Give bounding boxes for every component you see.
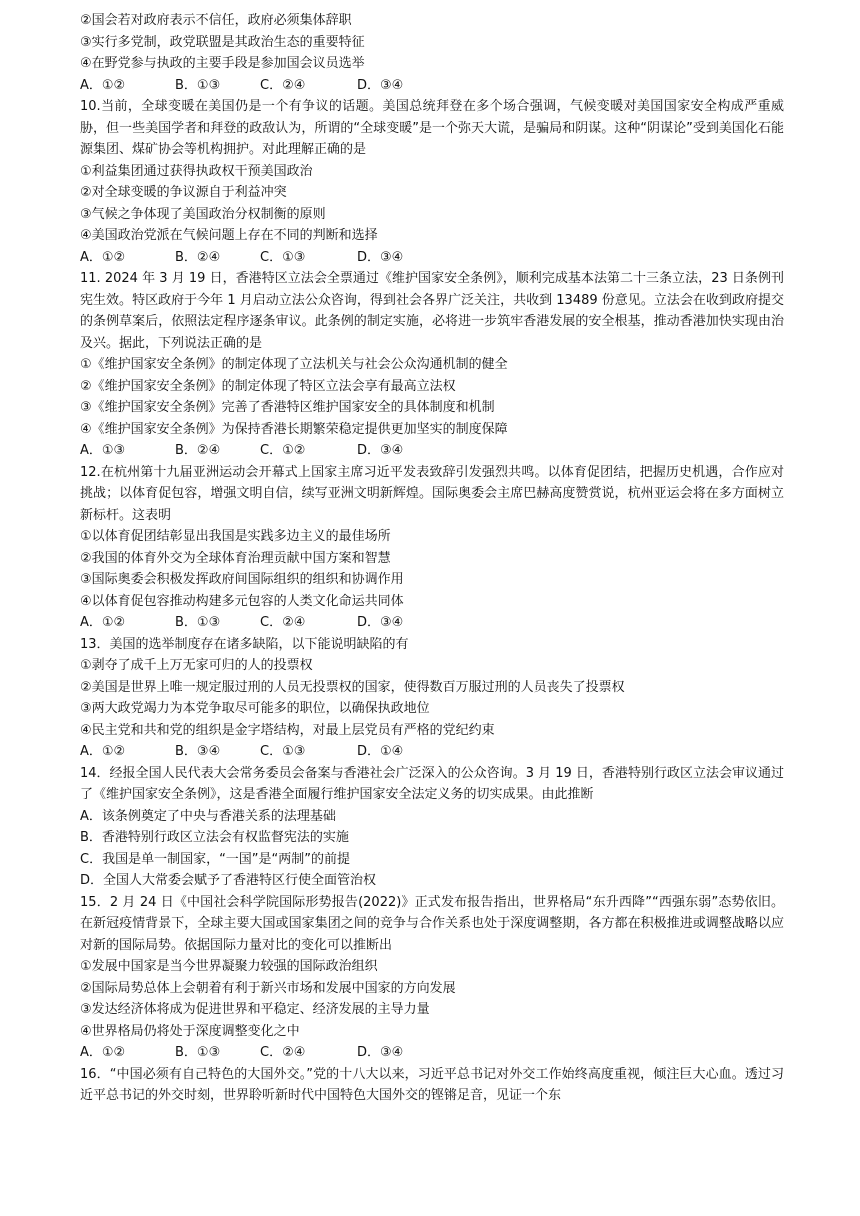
question-13: [80, 634, 784, 763]
option-line: ③发达经济体将成为促进世界和平稳定、经济发展的主导力量: [80, 1002, 430, 1017]
answer-choices: [80, 247, 784, 269]
choice-c[interactable]: C．我国是单一制国家，“一国”是“两制”的前提: [80, 851, 351, 867]
choice-c[interactable]: C．①③: [260, 744, 306, 759]
option-line: ②国会若对政府表示不信任，政府必须集体辞职: [80, 13, 352, 28]
question-14: [80, 763, 784, 892]
option-line: ②对全球变暖的争议源自于利益冲突: [80, 185, 287, 200]
question-11: [80, 268, 784, 462]
answer-choices: [80, 440, 784, 462]
choice-a[interactable]: A．该条例奠定了中央与香港关系的法理基础: [80, 808, 336, 824]
choice-b[interactable]: B．①③: [175, 77, 221, 93]
choice-d[interactable]: D．③④: [357, 443, 404, 458]
choice-d[interactable]: D．全国人大常委会赋予了香港特区行使全面管治权: [80, 873, 377, 888]
option-line: ①以体育促团结彰显出我国是实践多边主义的最佳场所: [80, 529, 391, 544]
choice-c[interactable]: C．①③: [260, 249, 306, 265]
question-10: [80, 96, 784, 268]
choice-b[interactable]: B．①③: [175, 1045, 221, 1060]
option-line: ④在野党参与执政的主要手段是参加国会议员选举: [80, 56, 365, 71]
option-line: ④《维护国家安全条例》为保持香港长期繁荣稳定提供更加坚实的制度保障: [80, 421, 508, 437]
question-15: [80, 892, 784, 1064]
question-stem: 15．2 月 24 日《中国社会科学院国际形势报告(2022)》正式发布报告指出，世界格局“东升西降”“西强东弱”态势依旧。在新冠疫情背景下，全球主要大国或国家集团之间的竞争与合作关系也处于深度调整期，各方都在积极推进或调整战略以应对新的国际局势。依据国际力量对比的变化可以推断出: [80, 894, 784, 953]
answer-choices: [80, 741, 784, 763]
choice-c[interactable]: C．②④: [260, 615, 306, 630]
option-line: ④民主党和共和党的组织是金字塔结构，对最上层党员有严格的党纪约束: [80, 722, 495, 738]
choice-b[interactable]: B．②④: [175, 249, 221, 265]
question-stem: 10.当前，全球变暖在美国仍是一个有争议的话题。美国总统拜登在多个场合强调，气候变暖对美国国家安全构成严重威胁，但一些美国学者和拜登的政敌认为，所谓的“全球变暖”是一个弥天大谎，是骗局和阴谋。这种“阴谋论”受到美国化石能源集团、煤矿协会等机构拥护。对此理解正确的是: [80, 99, 784, 157]
choice-d[interactable]: D．③④: [357, 249, 404, 265]
choice-d[interactable]: D．③④: [357, 77, 404, 93]
option-line: ③《维护国家安全条例》完善了香港特区维护国家安全的具体制度和机制: [80, 400, 495, 415]
option-line: ③气候之争体现了美国政治分权制衡的原则: [80, 206, 326, 222]
option-line: ③实行多党制，政党联盟是其政治生态的重要特征: [80, 34, 365, 50]
question-stem: 12.在杭州第十九届亚洲运动会开幕式上国家主席习近平发表致辞引发强烈共鸣。以体育促团结，把握历史机遇，合作应对挑战；以体育促包容，增强文明自信，续写亚洲文明新辉煌。国际奥委会主席巴赫高度赞赏说，杭州亚运会将在多方面树立新标杆。这表明: [80, 464, 784, 523]
question-stem: 14．经报全国人民代表大会常务委员会备案与香港社会广泛深入的公众咨询。3 月 19 日，香港特别行政区立法会审议通过了《维护国家安全条例》，这是香港全面履行维护国家安全法定义务的切实成果。由此推断: [80, 765, 784, 802]
question-stem: 13．美国的选举制度存在诸多缺陷，以下能说明缺陷的有: [80, 636, 409, 652]
question-stem: 11. 2024 年 3 月 19 日，香港特区立法会全票通过《维护国家安全条例》，顺利完成基本法第二十三条立法，23 日条例刊宪生效。特区政府于今年 1 月启动立法公众咨询，得到社会各界广泛关注，共收到 13489 份意见。立法会在收到政府提交的条例草案后，依照法定程序逐条审议。此条例的制定实施，必将进一步筑牢香港发展的安全根基，推动香港加快实现由治及兴。据此，下列说法正确的是: [80, 271, 784, 351]
option-line: ④美国政治党派在气候问题上存在不同的判断和选择: [80, 228, 378, 243]
question-9: [80, 10, 784, 96]
choice-a[interactable]: A．①②: [80, 1045, 126, 1060]
option-line: ④以体育促包容推动构建多元包容的人类文化命运共同体: [80, 593, 404, 609]
answer-choices: [80, 1042, 784, 1064]
option-line: ③国际奥委会积极发挥政府间国际组织的组织和协调作用: [80, 572, 404, 587]
option-line: ①剥夺了成千上万无家可归的人的投票权: [80, 658, 313, 673]
option-line: ②《维护国家安全条例》的制定体现了特区立法会享有最高立法权: [80, 378, 456, 394]
choice-b[interactable]: B．香港特别行政区立法会有权监督宪法的实施: [80, 830, 349, 845]
answer-choices: [80, 612, 784, 634]
choice-a[interactable]: A．①②: [80, 249, 126, 265]
option-line: ①发展中国家是当今世界凝聚力较强的国际政治组织: [80, 959, 378, 974]
choice-b[interactable]: B．③④: [175, 744, 221, 759]
answer-choices: [80, 75, 784, 97]
choice-b[interactable]: B．②④: [175, 443, 221, 458]
choice-b[interactable]: B．①③: [175, 615, 221, 630]
choice-d[interactable]: D．①④: [357, 744, 404, 759]
question-16: [80, 1064, 784, 1107]
option-line: ③两大政党竭力为本党争取尽可能多的职位，以确保执政地位: [80, 701, 430, 716]
choice-c[interactable]: C．②④: [260, 1045, 306, 1060]
option-line: ②美国是世界上唯一规定服过刑的人员无投票权的国家，使得数百万服过刑的人员丧失了投票权: [80, 679, 625, 695]
option-line: ①利益集团通过获得执政权干预美国政治: [80, 163, 313, 179]
choice-a[interactable]: A．①②: [80, 615, 126, 630]
choice-d[interactable]: D．③④: [357, 1045, 404, 1060]
choice-d[interactable]: D．③④: [357, 615, 404, 630]
choice-a[interactable]: A．①②: [80, 744, 126, 759]
choice-a[interactable]: A．①③: [80, 443, 126, 458]
choice-c[interactable]: C．①②: [260, 443, 306, 458]
choice-a[interactable]: A．①②: [80, 77, 126, 93]
choice-c[interactable]: C．②④: [260, 77, 306, 93]
option-line: ②国际局势总体上会朝着有利于新兴市场和发展中国家的方向发展: [80, 980, 456, 996]
option-line: ④世界格局仍将处于深度调整变化之中: [80, 1023, 300, 1039]
option-line: ②我国的体育外交为全球体育治理贡献中国方案和智慧: [80, 550, 391, 566]
question-stem: 16．“中国必须有自己特色的大国外交。”党的十八大以来，习近平总书记对外交工作始终高度重视，倾注巨大心血。透过习近平总书记的外交时刻，世界聆听新时代中国特色大国外交的铿锵足音，见证一个东: [80, 1066, 784, 1103]
question-12: [80, 462, 784, 634]
option-line: ①《维护国家安全条例》的制定体现了立法机关与社会公众沟通机制的健全: [80, 357, 508, 372]
